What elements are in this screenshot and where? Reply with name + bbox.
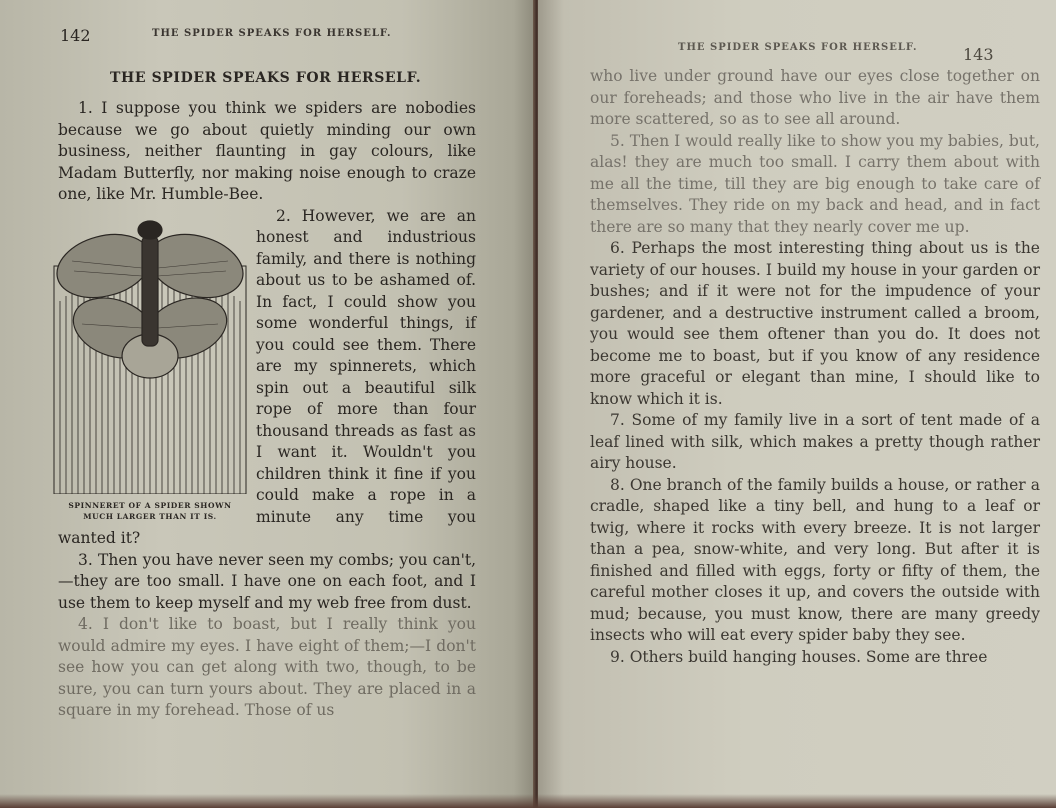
paragraph-7: 7. Some of my family live in a sort of tent made of a leaf lined with silk, which makes a pretty though rather airy house. [590, 411, 1040, 472]
running-head: THE SPIDER SPEAKS FOR HERSELF. [152, 28, 392, 39]
body-text [58, 98, 476, 722]
paragraph-5: 5. Then I would really like to show you my babies, but, alas! they are much too small. I carry them about with me all the time, till they are big enough to take care of themselves. They ride on my back and head, and in fact there are so many that they nearly cover me up. [590, 131, 1040, 236]
page-number: 143 [963, 45, 994, 64]
paragraph-continuation: who live under ground have our eyes close together on our foreheads; and those who live in the air have them more scattered, so as to see all around. [590, 67, 1040, 128]
figure-caption: SPINNERET OF A SPIDER SHOWN MUCH LARGER THAN IT IS. [68, 500, 232, 521]
right-page [538, 0, 1056, 808]
page-number: 142 [60, 26, 91, 45]
running-head: THE SPIDER SPEAKS FOR HERSELF. [678, 42, 918, 53]
paragraph-2: 2. However, we are an honest and industrious family, and there is nothing about us to be ashamed of. In fact, I could show you some wonderful things, if you could see them. There are my spinnerets, which spin out a beautiful silk rope of more than four thousand threads as fast as I want it. Wouldn't you children think it fine if you could make a rope in a minute any time you wanted it? [58, 206, 476, 547]
paragraph-9: 9. Others build hanging houses. Some are three [610, 647, 988, 666]
chapter-title: THE SPIDER SPEAKS FOR HERSELF. [110, 70, 422, 86]
paragraph-4: 4. I don't like to boast, but I really think you would admire my eyes. I have eight of them;—I don't see how you can get along with two, though, to be sure, you can turn yours about. They are placed in a square in my forehead. Those of us [58, 615, 476, 719]
body-text [590, 66, 1040, 668]
spinneret-illustration-icon [52, 206, 248, 494]
book-bottom-edge [0, 794, 1056, 808]
paragraph-3: 3. Then you have never seen my combs; you can't, —they are too small. I have one on each foot, and I use them to keep myself and my web free from dust. [58, 550, 476, 612]
paragraph-1: 1. I suppose you think we spiders are nobodies because we go about quietly minding our own business, neither flaunting in gay colours, like Madam Butterfly, nor making noise enough to craze one, like Mr. Humble-Bee. [58, 99, 476, 203]
paragraph-6: 6. Perhaps the most interesting thing about us is the variety of our houses. I build my house in your garden or bushes; and if it were not for the impudence of your gardener, and a destructive instrument called a broom, you would see them oftener than you do. It does not become me to boast, but if you know of any residence more graceful or elegant than mine, I should like to know which it is. [590, 239, 1040, 408]
paragraph-8: 8. One branch of the family builds a house, or rather a cradle, shaped like a tiny bell, and hung to a leaf or twig, where it rocks with every breeze. It is not larger than a pea, snow-white, and very long. But after it is finished and filled with eggs, forty or fifty of them, the careful mother closes it up, and covers the outside with mud; because, you must know, there are many greedy insects who will eat every spider baby they see. [590, 475, 1040, 644]
spinneret-figure [52, 206, 248, 528]
